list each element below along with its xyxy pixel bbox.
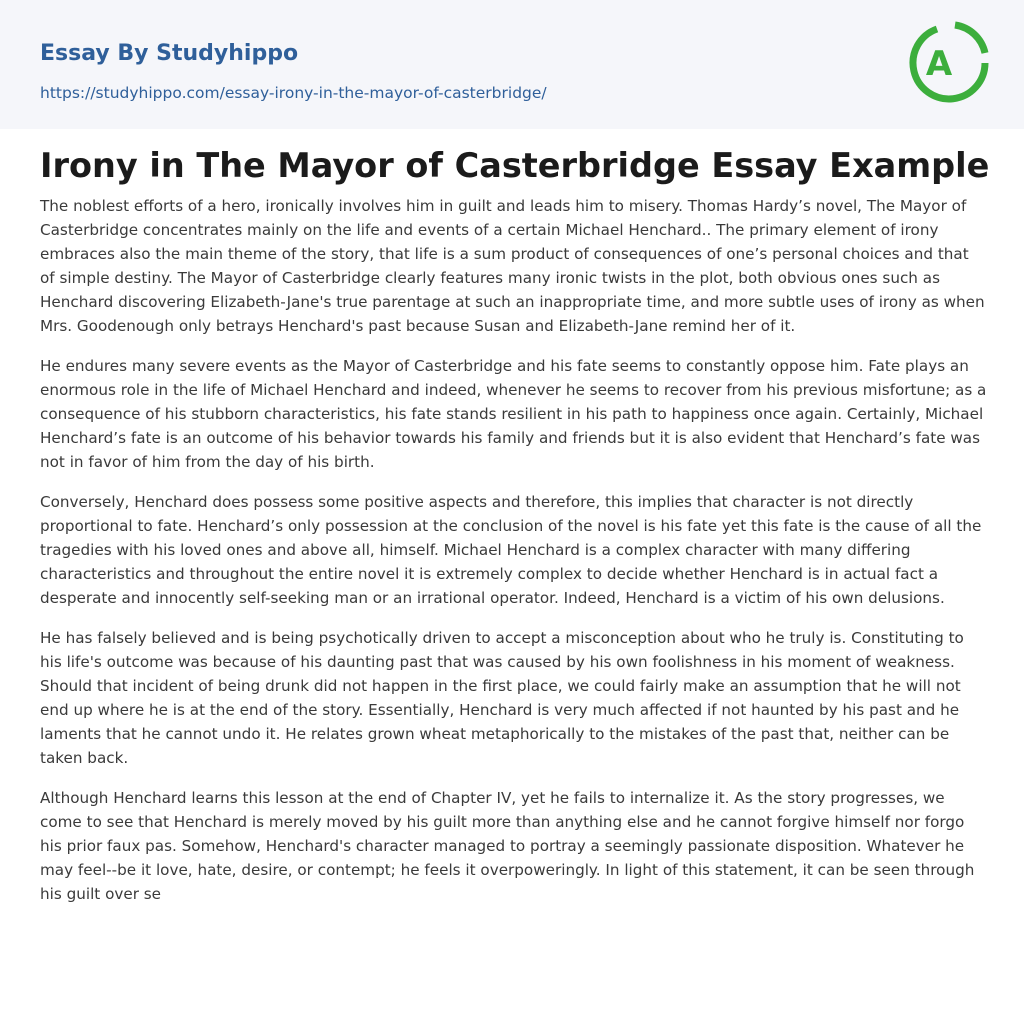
essay-paragraph: He has falsely believed and is being psychotically driven to accept a misconception about who he truly is. Constituting to his life's outcome was because of his daunting past that was caused by his own foolishness in his moment of weakness. Should that incident of being drunk did not happen in the first place, we could fairly make an assumption that he will not end up where he is at the end of the story. Essentially, Henchard is very much affected if not haunted by his past and he laments that he cannot undo it. He relates grown wheat metaphorically to the mistakes of the past that, neither can be taken back. — [40, 629, 964, 767]
studyhippo-logo-icon[interactable] — [909, 17, 989, 107]
essay-paragraph: He endures many severe events as the Mayor of Casterbridge and his fate seems to constantly oppose him. Fate plays an enormous role in the life of Michael Henchard and indeed, whenever he seems to recover from his previous misfortune; as a consequence of his stubborn characteristics, his fate stands resilient in his path to happiness once again. Certainly, Michael Henchard’s fate is an outcome of his behavior towards his family and friends but it is also evident that Henchard’s fate was not in favor of him from the day of his birth. — [40, 357, 987, 471]
essay-url-link[interactable]: https://studyhippo.com/essay-irony-in-the-mayor-of-casterbridge/ — [40, 84, 547, 102]
essay-paragraph: Conversely, Henchard does possess some positive aspects and therefore, this implies that character is not directly proportional to fate. Henchard’s only possession at the conclusion of the novel is his fate yet this fate is the cause of all the tragedies with his loved ones and above all, himself. Michael Henchard is a complex character with many differing characteristics and throughout the entire novel it is extremely complex to decide whether Henchard is in actual fact a desperate and innocently self-seeking man or an irrational operator. Indeed, Henchard is a victim of his own delusions. — [40, 493, 982, 607]
logo-ring-tail — [955, 25, 985, 53]
logo-letter: A — [925, 44, 953, 84]
site-header — [0, 0, 1024, 129]
site-title[interactable]: Essay By Studyhippo — [40, 41, 299, 66]
essay-paragraph: Although Henchard learns this lesson at the end of Chapter IV, yet he fails to internalize it. As the story progresses, we come to see that Henchard is merely moved by his guilt more than anything else and he cannot forgive himself nor forgo his prior faux pas. Somehow, Henchard's character managed to portray a seemingly passionate disposition. Whatever he may feel--be it love, hate, desire, or contempt; he feels it overpoweringly. In light of this statement, it can be seen through his guilt over se — [40, 789, 975, 903]
essay-body — [40, 194, 988, 922]
essay-paragraph: The noblest efforts of a hero, ironically involves him in guilt and leads him to misery. Thomas Hardy’s novel, The Mayor of Casterbridge concentrates mainly on the life and events of a certain Michael Henchard.. The primary element of irony embraces also the main theme of the story, that life is a sum product of consequences of one’s personal choices and that of simple destiny. The Mayor of Casterbridge clearly features many ironic twists in the plot, both obvious ones such as Henchard discovering Elizabeth-Jane's true parentage at such an inappropriate time, and more subtle uses of irony as when Mrs. Goodenough only betrays Henchard's past because Susan and Elizabeth-Jane remind her of it. — [40, 197, 985, 335]
essay-title: Irony in The Mayor of Casterbridge Essay Example — [40, 146, 990, 185]
